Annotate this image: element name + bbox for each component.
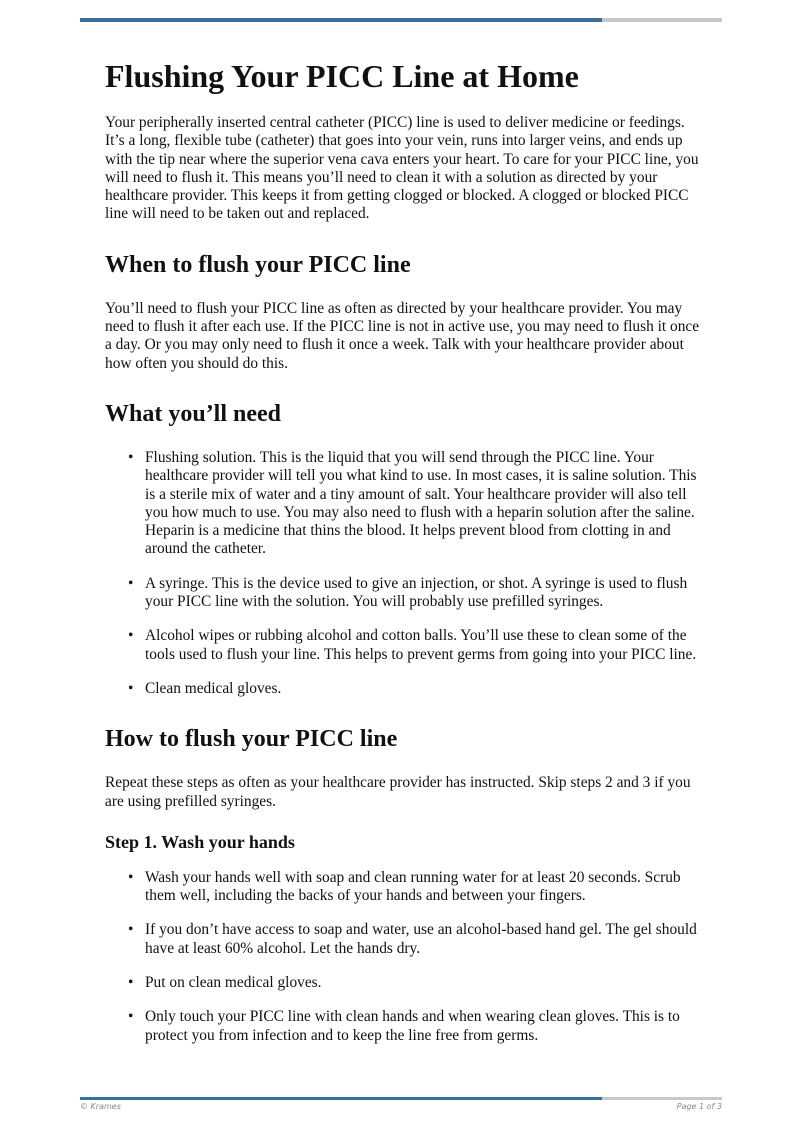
- bullet-icon: •: [128, 679, 134, 697]
- need-list: [105, 449, 705, 698]
- list-item-text: Put on clean medical gloves.: [145, 974, 322, 992]
- page-number: Page 1 of 3: [676, 1102, 722, 1111]
- bullet-icon: •: [128, 921, 134, 939]
- list-item: [128, 1008, 705, 1045]
- document-body: [105, 56, 705, 1061]
- bullet-icon: •: [128, 627, 134, 645]
- list-item-text: Flushing solution. This is the liquid that you will send through the PICC line. Your healthcare provider will tell you what kind to use. In most cases, it is saline solution. This is a sterile mix of water and a tiny amount of salt. Your healthcare provider will also tell you how much to use. You may also need to flush with a heparin solution after the saline. Heparin is a medicine that thins the blood. It helps prevent blood from clotting in and around the catheter.: [145, 448, 697, 558]
- section-heading-when: When to flush your PICC line: [105, 251, 411, 278]
- when-paragraph: You’ll need to flush your PICC line as often as directed by your healthcare provider. You may need to flush it after each use. If the PICC line is not in active use, you may need to flush it once a day. Or you may only need to flush it once a week. Talk with your healthcare provider about how often you should do this.: [105, 299, 700, 372]
- list-item: [128, 574, 705, 612]
- list-item: [128, 921, 705, 958]
- list-item: [128, 448, 705, 559]
- list-item-text: A syringe. This is the device used to give an injection, or shot. A syringe is used to flush your PICC line with the solution. You will probably use prefilled syringes.: [145, 574, 688, 611]
- list-item: [128, 679, 705, 698]
- how-paragraph: Repeat these steps as often as your healthcare provider has instructed. Skip steps 2 and 3 if you are using prefilled syringes.: [105, 774, 691, 810]
- bullet-icon: •: [128, 574, 134, 592]
- list-item: [128, 974, 705, 992]
- bullet-icon: •: [128, 974, 134, 992]
- bullet-icon: •: [128, 448, 134, 466]
- bullet-icon: •: [128, 868, 134, 886]
- list-item-text: Clean medical gloves.: [145, 679, 282, 697]
- footer-bar: [80, 1097, 722, 1100]
- header-bar-accent: [80, 18, 602, 22]
- step-heading-1: Step 1. Wash your hands: [105, 831, 295, 852]
- list-item-text: Wash your hands well with soap and clean running water for at least 20 seconds. Scrub them well, including the backs of your hands and between your fingers.: [145, 868, 681, 905]
- copyright-text: © Krames: [80, 1102, 121, 1111]
- list-item-text: Only touch your PICC line with clean hands and when wearing clean gloves. This is to protect you from infection and to keep the line free from germs.: [145, 1008, 680, 1044]
- section-heading-how: How to flush your PICC line: [105, 726, 398, 753]
- intro-paragraph: Your peripherally inserted central catheter (PICC) line is used to deliver medicine or feedings. It’s a long, flexible tube (catheter) that goes into your vein, runs into larger veins, and ends up with the tip near where the superior vena cava enters your heart. To care for your PICC line, you will need to flush it. This means you’ll need to clean it with a solution as directed by your healthcare provider. This keeps it from getting clogged or blocked. A clogged or blocked PICC line will need to be taken out and replaced.: [105, 114, 699, 223]
- list-item-text: If you don’t have access to soap and water, use an alcohol-based hand gel. The gel should have at least 60% alcohol. Let the hands dry.: [145, 921, 697, 957]
- bullet-icon: •: [128, 1008, 134, 1026]
- footer-bar-accent: [80, 1097, 602, 1100]
- page-title: Flushing Your PICC Line at Home: [105, 58, 579, 94]
- list-item-text: Alcohol wipes or rubbing alcohol and cotton balls. You’ll use these to clean some of the tools used to flush your line. This helps to prevent germs from going into your PICC line.: [145, 627, 697, 663]
- step1-list: [105, 869, 705, 1045]
- header-bar: [80, 18, 722, 22]
- list-item: [128, 627, 705, 664]
- list-item: [128, 868, 705, 906]
- section-heading-need: What you’ll need: [105, 400, 282, 427]
